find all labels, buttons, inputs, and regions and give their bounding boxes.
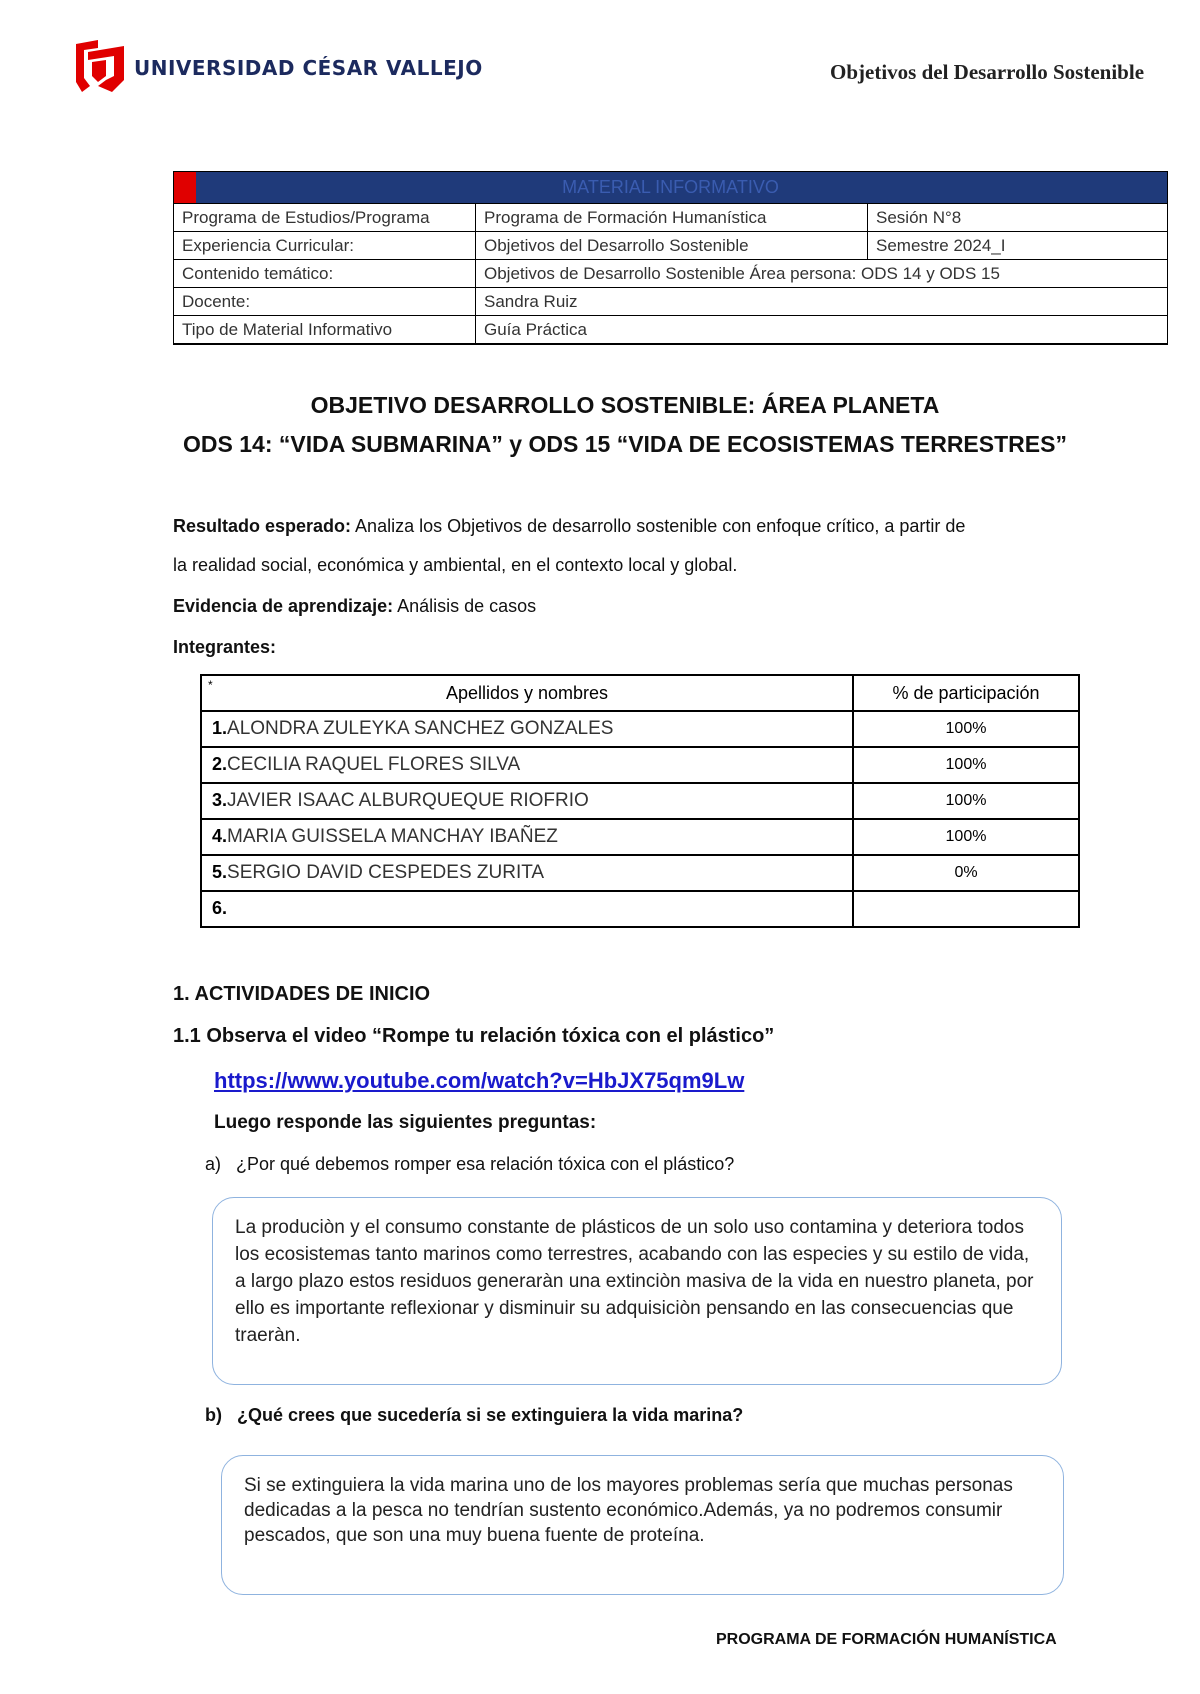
members-label: Integrantes: xyxy=(173,637,277,657)
participation: 100% xyxy=(853,819,1079,855)
info-value: Objetivos de Desarrollo Sostenible Área persona: ODS 14 y ODS 15 xyxy=(476,260,1168,288)
member-name: ALONDRA ZULEYKA SANCHEZ GONZALES xyxy=(227,718,614,739)
participation xyxy=(853,891,1079,927)
col-header-participation: % de participación xyxy=(853,675,1079,711)
info-extra: Sesión N°8 xyxy=(868,204,1168,232)
member-name: JAVIER ISAAC ALBURQUEQUE RIOFRIO xyxy=(227,790,589,811)
header-title: Objetivos del Desarrollo Sostenible xyxy=(830,60,1145,84)
member-name: SERGIO DAVID CESPEDES ZURITA xyxy=(227,862,545,883)
table-row: 2.CECILIA RAQUEL FLORES SILVA 100% xyxy=(201,747,1079,783)
learning-evidence: Evidencia de aprendizaje: Análisis de casos xyxy=(173,596,537,616)
info-value: Guía Práctica xyxy=(476,316,1168,345)
video-link[interactable]: https://www.youtube.com/watch?v=HbJX75qm9Lw xyxy=(214,1068,745,1093)
participation: 100% xyxy=(853,747,1079,783)
question-a: a) ¿Por qué debemos romper esa relación tóxica con el plástico? xyxy=(205,1154,735,1174)
university-logo xyxy=(76,40,126,92)
participation: 100% xyxy=(853,783,1079,819)
answer-b-textbox[interactable]: Si se extinguiera la vida marina uno de los mayores problemas sería que muchas personas dedicadas a la pesca no tendrían sustento económico.Además, ya no podremos consumir pescados, que son una muy buena fuente de proteína. xyxy=(221,1455,1064,1595)
members-table xyxy=(200,674,1080,928)
info-table xyxy=(173,171,1168,345)
info-label: Contenido temático: xyxy=(174,260,476,288)
info-label: Docente: xyxy=(174,288,476,316)
footer-program: PROGRAMA DE FORMACIÓN HUMANÍSTICA xyxy=(716,1631,1057,1648)
instruction: Luego responde las siguientes preguntas: xyxy=(214,1112,597,1133)
table-row: 6. xyxy=(201,891,1079,927)
info-label: Experiencia Curricular: xyxy=(174,232,476,260)
table-row: 5.SERGIO DAVID CESPEDES ZURITA 0% xyxy=(201,855,1079,891)
table-row: 4.MARIA GUISSELA MANCHAY IBAÑEZ 100% xyxy=(201,819,1079,855)
expected-result-line1: Resultado esperado: Analiza los Objetivos de desarrollo sostenible con enfoque crítico, a partir de xyxy=(173,516,966,536)
info-extra: Semestre 2024_I xyxy=(868,232,1168,260)
participation: 100% xyxy=(853,711,1079,747)
info-value: Objetivos del Desarrollo Sostenible xyxy=(476,232,868,260)
activity-subheading: 1.1 Observa el video “Rompe tu relación tóxica con el plástico” xyxy=(173,1025,775,1047)
info-label: Programa de Estudios/Programa xyxy=(174,204,476,232)
info-value: Sandra Ruiz xyxy=(476,288,1168,316)
member-name: CECILIA RAQUEL FLORES SILVA xyxy=(227,754,521,775)
main-subtitle: ODS 14: “VIDA SUBMARINA” y ODS 15 “VIDA DE ECOSISTEMAS TERRESTRES” xyxy=(183,431,1067,457)
info-label: Tipo de Material Informativo xyxy=(174,316,476,345)
info-table-heading: MATERIAL INFORMATIVO xyxy=(174,172,1168,204)
activities-heading: 1. ACTIVIDADES DE INICIO xyxy=(173,983,431,1005)
table-row: 3.JAVIER ISAAC ALBURQUEQUE RIOFRIO 100% xyxy=(201,783,1079,819)
info-value: Programa de Formación Humanística xyxy=(476,204,868,232)
university-name: UNIVERSIDAD CÉSAR VALLEJO xyxy=(134,56,483,80)
answer-a-textbox[interactable]: La produciòn y el consumo constante de plásticos de un solo uso contamina y deteriora todos los ecosistemas tanto marinos como terrestres, acabando con las especies y su estilo de vida, a largo plazo estos residuos generaràn una extinciòn masiva de la vida en nuestro planeta, por ello es importante reflexionar y disminuir su adquisiciòn pensando en las consecuencias que traeràn. xyxy=(212,1197,1062,1385)
question-b: b) ¿Qué crees que sucedería si se extinguiera la vida marina? xyxy=(205,1405,744,1425)
red-marker xyxy=(174,172,196,203)
expected-result-line2: la realidad social, económica y ambiental, en el contexto local y global. xyxy=(173,555,738,575)
table-row: 1.ALONDRA ZULEYKA SANCHEZ GONZALES 100% xyxy=(201,711,1079,747)
col-header-name: * Apellidos y nombres xyxy=(201,675,853,711)
member-name: MARIA GUISSELA MANCHAY IBAÑEZ xyxy=(227,826,558,847)
participation: 0% xyxy=(853,855,1079,891)
main-title: OBJETIVO DESARROLLO SOSTENIBLE: ÁREA PLANETA xyxy=(310,392,940,418)
